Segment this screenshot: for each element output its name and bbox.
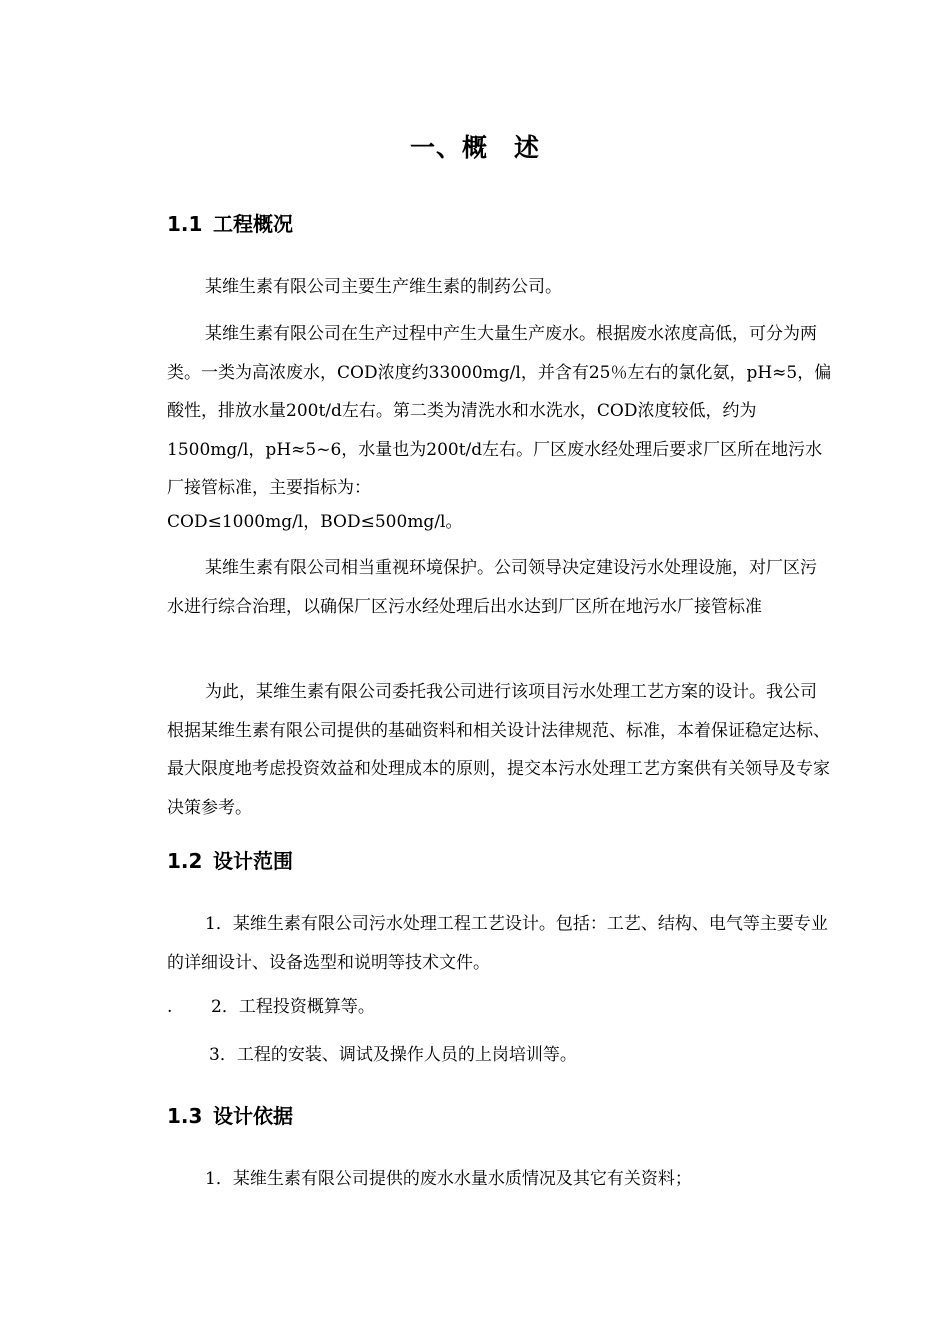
section-heading-1-2 (167, 847, 293, 875)
paragraph-company-intro: 某维生素有限公司主要生产维生素的制药公司。 (205, 277, 562, 297)
section-title: 工程概况 (213, 212, 293, 236)
paragraph-discharge-standard: COD≤1000mg/l，BOD≤500mg/l。 (167, 512, 463, 532)
paragraph-environmental-protection: 某维生素有限公司相当重视环境保护。公司领导决定建设污水处理设施，对厂区污水进行综合治理，以确保厂区污水经处理后出水达到厂区所在地污水厂接管标准 (167, 558, 817, 617)
section-heading-1-3 (167, 1102, 293, 1130)
section-number: 1.1 (167, 212, 203, 236)
paragraph-wastewater-description: 某维生素有限公司在生产过程中产生大量生产废水。根据废水浓度高低，可分为两类。一类为高浓废水，COD浓度约33000mg/l，并含有25％左右的氯化氨，pH≈5，偏酸性，排放水量200t/d左右。第二类为清洗水和水洗水，COD浓度较低，约为1500mg/l，pH≈5~6，水量也为200t/d左右。厂区废水经处理后要求厂区所在地污水厂接管标准，主要指标为： (167, 324, 832, 498)
list-item-text: 2．工程投资概算等。 (211, 997, 375, 1017)
section-number: 1.2 (167, 849, 203, 873)
list-item-design-scope-3: 3．工程的安装、调试及操作人员的上岗培训等。 (209, 1045, 577, 1065)
list-item-design-basis-1: 1．某维生素有限公司提供的废水水量水质情况及其它有关资料； (205, 1169, 692, 1189)
section-title: 设计范围 (213, 849, 293, 873)
section-title: 设计依据 (213, 1104, 293, 1128)
chapter-title: 一、概 述 (409, 133, 540, 162)
list-item-design-scope-2 (167, 988, 833, 1027)
section-number: 1.3 (167, 1104, 203, 1128)
stray-dot: . (167, 997, 173, 1017)
paragraph-design-commission: 为此，某维生素有限公司委托我公司进行该项目污水处理工艺方案的设计。我公司根据某维生素有限公司提供的基础资料和相关设计法律规范、标准，本着保证稳定达标、最大限度地考虑投资效益和处理成本的原则，提交本污水处理工艺方案供有关领导及专家决策参考。 (167, 682, 830, 818)
section-heading-1-1 (167, 210, 293, 238)
list-item-design-scope-1: 1．某维生素有限公司污水处理工程工艺设计。包括：工艺、结构、电气等主要专业的详细设计、设备选型和说明等技术文件。 (167, 914, 828, 973)
